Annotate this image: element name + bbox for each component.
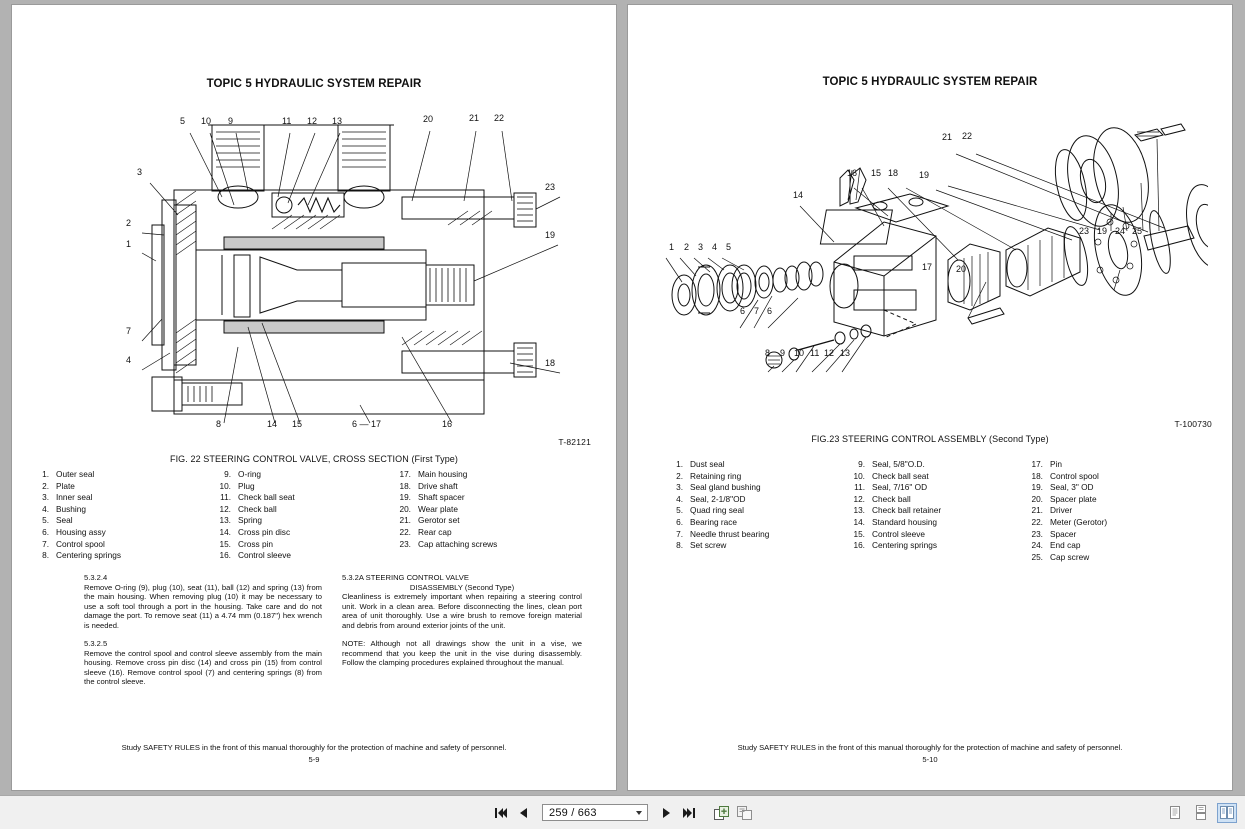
view-two-page-spread-button[interactable]	[1217, 803, 1237, 823]
parts-item: 19. Shaft spacer	[399, 492, 465, 503]
parts-item: 14. Cross pin disc	[219, 526, 291, 537]
section-body-5325: Remove the control spool and control sleeve assembly from the main housing. Remove cross pin disc (14) and cross pin (15) from control sleeve (16). Remove control spool (7) and centering springs (8) from the control sleeve.	[84, 648, 322, 686]
parts-item: 22. Rear cap	[399, 526, 452, 537]
parts-item: 18. Drive shaft	[399, 480, 458, 491]
parts-item: 16. Control sleeve	[219, 550, 292, 561]
parts-item: 5. Seal	[42, 515, 73, 526]
parts-column-1	[666, 459, 848, 563]
parts-item: 2. Plate	[42, 480, 75, 491]
parts-item: 20. Wear plate	[399, 503, 458, 514]
parts-item: 13. Check ball retainer	[853, 505, 942, 516]
parts-item: 7. Control spool	[42, 538, 105, 549]
parts-item: 3. Inner seal	[42, 492, 93, 503]
section-heading-line1: 5.3.2A STEERING CONTROL VALVE	[342, 573, 469, 582]
parts-item: 9. Seal, 5/8"O.D.	[858, 459, 925, 469]
section-number-5325: 5.3.2.5	[84, 639, 108, 648]
parts-item: 20. Spacer plate	[1031, 493, 1097, 504]
parts-item: 19. Seal, 3" OD	[1031, 482, 1094, 493]
parts-item: 6. Bearing race	[676, 516, 738, 527]
body-text-column-right	[342, 573, 582, 668]
safety-footer-right: Study SAFETY RULES in the front of this manual thoroughly for the protection of machine and safety of personnel.	[737, 743, 1123, 752]
section-heading-line2: DISASSEMBLY (Second Type)	[409, 582, 515, 592]
parts-item: 3. Seal gland bushing	[676, 482, 761, 493]
parts-column-2	[848, 459, 1026, 563]
page-header-right: TOPIC 5 HYDRAULIC SYSTEM REPAIR	[822, 76, 1038, 88]
parts-item: 23. Spacer	[1031, 528, 1077, 539]
figure-23-code: T-100730	[1174, 419, 1212, 429]
parts-item: 23. Cap attaching screws	[399, 538, 498, 549]
parts-item: 4. Bushing	[42, 503, 86, 514]
parts-item: 2. Retaining ring	[676, 470, 742, 481]
figure-22-caption: FIG. 22 STEERING CONTROL VALVE, CROSS SECTION (First Type)	[169, 454, 459, 464]
last-page-button[interactable]	[680, 803, 698, 823]
chevron-down-icon[interactable]	[636, 811, 642, 815]
parts-item: 7. Needle thrust bearing	[676, 528, 770, 539]
parts-item: 25. Cap screw	[1031, 551, 1090, 562]
parts-column-1	[32, 469, 214, 562]
parts-item: 12. Check ball	[853, 493, 911, 504]
parts-column-3	[1026, 459, 1107, 563]
page-number-value[interactable]: 259 / 663	[549, 806, 597, 819]
parts-item: 4. Seal, 2-1/8"OD	[676, 493, 746, 504]
parts-item: 8. Centering springs	[42, 550, 122, 561]
parts-item: 11. Seal, 7/16" OD	[854, 482, 928, 493]
parts-column-2	[214, 469, 394, 562]
toolbar-navigation-group	[0, 796, 1245, 829]
safety-footer-left: Study SAFETY RULES in the front of this manual thoroughly for the protection of machine and safety of personnel.	[121, 743, 507, 752]
page-number-right: 5-10	[922, 755, 938, 764]
figure-22-cross-section-drawing	[112, 105, 582, 440]
parts-item: 5. Quad ring seal	[676, 505, 744, 516]
next-page-button[interactable]	[657, 803, 675, 823]
section-body-5324: Remove O-ring (9), plug (10), seat (11), ball (12) and spring (13) from the main housing. When removing plug (10) it may be necessary to use a soft tool through a port in the housing. Take care and do not damage the port. To remove seat (11) a 4.74 mm (0.187") hex wrench is needed.	[84, 582, 322, 630]
cleanliness-paragraph: Cleanliness is extremely important when repairing a steering control unit. Work in a clean area. Before disconnecting the lines, clean port area of unit thoroughly. Use a wire brush to remove foreign material and debris from around exterior joints of the unit.	[342, 592, 582, 630]
parts-item: 15. Cross pin	[219, 538, 274, 549]
parts-item: 1. Dust seal	[676, 459, 725, 469]
figure-22-code: T-82121	[558, 437, 591, 447]
parts-item: 10. Check ball seat	[853, 470, 929, 481]
parts-item: 21. Gerotor set	[399, 515, 460, 526]
parts-item: 21. Driver	[1031, 505, 1073, 516]
page-number-input[interactable]	[542, 804, 648, 821]
page-header-left: TOPIC 5 HYDRAULIC SYSTEM REPAIR	[206, 78, 422, 90]
body-text-column-left	[84, 573, 322, 687]
figure-23-end-cap-cluster	[1023, 123, 1198, 273]
parts-item: 6. Housing assy	[42, 526, 106, 537]
parts-item: 11. Check ball seat	[220, 492, 295, 503]
note-paragraph: NOTE: Although not all drawings show the unit in a vise, we recommend that you keep the unit in the vise during disassembly. Follow the clamping procedures explained throughout the manual.	[342, 639, 582, 667]
parts-item: 13. Spring	[219, 515, 262, 526]
parts-item: 9. O-ring	[224, 469, 262, 479]
parts-item: 17. Main housing	[399, 469, 468, 479]
parts-item: 8. Set screw	[676, 540, 727, 551]
section-number-5324: 5.3.2.4	[84, 573, 108, 582]
document-page-right[interactable]: TOPIC 5 HYDRAULIC SYSTEM REPAIR 21 22 16 15 18 19 14 23 19 24 25 1 2 3 4 5 17 20 6 7 6 8 9 10 11 12 13 T-100730 FIG.23 STEERING CONTROL ASSEMBLY (Second Type) 1. Dust seal 2. Retaining ring 3. Seal gland bushing 4. Seal, 2-1/8"OD 5. Quad ring seal 6. Bearing race 7. Needle thrust bearing 8. Set screw 9. Seal, 5/8"O.D. 10. Check ball seat 11. Seal, 7/16" OD 12. Check ball 13. Check ball retainer 14. Standard housing 15. Control sleeve 16. Centering springs 17. Pin 18. Control spool 19. Seal, 3" OD 20. Spacer plate 21. Driver 22. Meter (Gerotor) 23. Spacer 24. End cap 25. Cap screw Study SAFETY RULES in the front of this manual thoroughly for the protection of machine and safety of personnel. 5-10	[628, 5, 1232, 790]
parts-item: 16. Centering springs	[853, 540, 938, 551]
parts-item: 18. Control spool	[1031, 470, 1099, 481]
viewer-toolbar	[0, 795, 1245, 829]
first-page-button[interactable]	[492, 803, 510, 823]
parts-list-left	[32, 469, 497, 562]
toolbar-view-modes	[1165, 796, 1237, 829]
view-single-page-button[interactable]	[1165, 803, 1185, 823]
fit-page-button[interactable]	[712, 803, 730, 823]
parts-item: 17. Pin	[1031, 459, 1062, 469]
parts-list-right	[666, 459, 1107, 563]
parts-item: 14. Standard housing	[853, 516, 938, 527]
parts-column-3	[394, 469, 497, 562]
fit-width-button[interactable]	[735, 803, 753, 823]
parts-item: 22. Meter (Gerotor)	[1031, 516, 1108, 527]
figure-23-caption: FIG.23 STEERING CONTROL ASSEMBLY (Second Type)	[811, 434, 1049, 444]
view-continuous-button[interactable]	[1191, 803, 1211, 823]
parts-item: 1. Outer seal	[42, 469, 95, 479]
parts-item: 10. Plug	[219, 480, 255, 491]
previous-page-button[interactable]	[515, 803, 533, 823]
parts-item: 24. End cap	[1031, 540, 1081, 551]
parts-item: 12. Check ball	[219, 503, 277, 514]
document-page-left[interactable]: TOPIC 5 HYDRAULIC SYSTEM REPAIR 5 10 9 11 12 13 20 21 22 3 23 2 19 1 7 4 18 8 14 15 6 — 17 16 T-82121 FIG. 22 STEERING CONTROL VALVE, CROSS SECTION (First Type) 1. Outer seal 2. Plate 3. Inner seal 4. Bushing 5. Seal 6. Housing assy 7. Control spool 8. Centering springs 9. O-ring 10. Plug 11. Check ball seat 12. Check ball 13. Spring 14. Cross pin disc 15. Cross pin 16. Control sleeve 17. Main housing 18. Drive shaft 19. Shaft spacer 20. Wear plate 21. Gerotor set 22. Rear cap 23. Cap attaching screws 5.3.2.4 Remove O-ring (9), plug (10), seat (11), ball (12) and spring (13) from the main housing. When removing plug (10) it may be necessary to use a soft tool through a port in the housing. Take care and do not damage the port. To remove seat (11) a 4.74 mm (0.187") hex wrench is needed. 5.3.2.5 Remove the control spool and control sleeve assembly from the main housing. Remove cross pin disc (14) and cross pin (15) from control sleeve (16). Remove control spool (7) and centering springs (8) from the control sleeve. 5.3.2A STEERING CONTROL VALVE DISASSEMBLY (Second Type) Cleanliness is extremely important when repairing a steering control unit. Work in a clean area. Before disconnecting the lines, clean port area of unit thoroughly. Use a wire brush to remove foreign material and debris from around exterior joints of the unit. NOTE: Although not all drawings show the unit in a vise, we recommend that you keep the unit in the vise during disassembly. Follow the clamping procedures explained throughout the manual. Study SAFETY RULES in the front of this manual thoroughly for the protection of machine and safety of personnel. 5-9	[12, 5, 616, 790]
page-number-left: 5-9	[308, 755, 320, 764]
parts-item: 15. Control sleeve	[853, 528, 926, 539]
